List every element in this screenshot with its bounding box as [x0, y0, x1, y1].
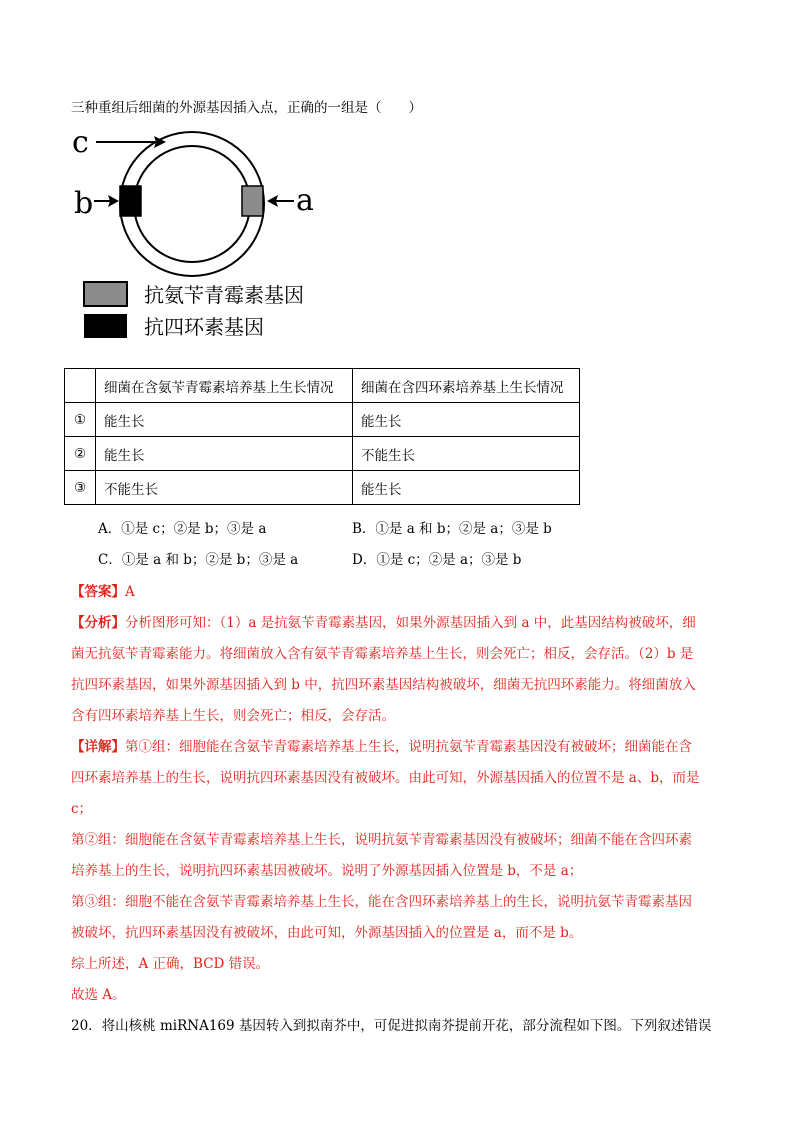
label-c: c	[72, 128, 89, 160]
legend-ampicillin-text: 抗氨苄青霉素基因	[144, 283, 304, 307]
analysis-line: 抗四环素基因，如果外源基因插入到 b 中，抗四环素基因结构被破坏，细菌无抗四环素能力。将细菌放入	[71, 677, 696, 693]
detail-line: 培养基上的生长，说明抗四环素基因被破坏。说明了外源基因插入位置是 b，不是 a；	[71, 863, 583, 879]
detail-line	[71, 737, 692, 757]
option-b: B．①是 a 和 b；②是 a；③是 b	[352, 521, 552, 537]
plasmid-diagram	[70, 128, 360, 348]
table-row	[65, 403, 580, 437]
table-header-cell	[65, 369, 96, 403]
detail-tag: 【详解】	[71, 739, 125, 755]
table-row	[65, 437, 580, 471]
answer-line	[71, 582, 135, 602]
plasmid-inner-ring	[134, 146, 250, 262]
table-cell: 能生长	[96, 403, 353, 437]
detail-line: 综上所述，A 正确，BCD 错误。	[71, 956, 270, 972]
analysis-line: 含有四环素培养基上生长，则会死亡；相反，会存活。	[71, 708, 395, 724]
table-cell: ③	[65, 471, 96, 505]
tetracycline-gene-block	[120, 186, 141, 216]
analysis-tag: 【分析】	[71, 615, 125, 631]
detail-line: 第②组：细胞能在含氨苄青霉素培养基上生长，说明抗氨苄青霉素基因没有被破坏；细菌不能在含四环素	[71, 832, 692, 848]
detail-line: 四环素培养基上的生长，说明抗四环素基因没有被破坏。由此可知，外源基因插入的位置不是 a、b，而是	[71, 770, 700, 786]
analysis-text: 分析图形可知：（1）a 是抗氨苄青霉素基因，如果外源基因插入到 a 中，此基因结构被破坏，细	[125, 615, 696, 631]
analysis-line	[71, 613, 696, 633]
table-cell: 能生长	[353, 471, 580, 505]
detail-line: 故选 A。	[71, 987, 126, 1003]
question-intro: 三种重组后细菌的外源基因插入点，正确的一组是（ ）	[71, 100, 422, 116]
label-a: a	[296, 183, 314, 218]
table-cell: 能生长	[353, 403, 580, 437]
option-a: A．①是 c；②是 b；③是 a	[98, 521, 267, 537]
answer-tag: 【答案】	[71, 584, 125, 600]
table-cell: 不能生长	[96, 471, 353, 505]
table-header-row	[65, 369, 580, 403]
ampicillin-gene-block	[242, 186, 263, 216]
table-header-cell: 细菌在含氨苄青霉素培养基上生长情况	[96, 369, 353, 403]
table-cell: 不能生长	[353, 437, 580, 471]
detail-line: c；	[71, 801, 93, 817]
legend-ampicillin-swatch	[84, 282, 127, 306]
answer-text: A	[125, 584, 135, 600]
table-cell: ①	[65, 403, 96, 437]
detail-line: 第③组：细胞不能在含氨苄青霉素培养基上生长，能在含四环素培养基上的生长，说明抗氨苄青霉素基因	[71, 894, 692, 910]
next-question: 20．将山核桃 miRNA169 基因转入到拟南芥中，可促进拟南芥提前开花，部分流程如下图。下列叙述错误	[71, 1018, 712, 1034]
table-cell: 能生长	[96, 437, 353, 471]
option-c: C．①是 a 和 b；②是 b；③是 a	[98, 552, 299, 568]
growth-table	[64, 368, 580, 505]
table-header-cell: 细菌在含四环素培养基上生长情况	[353, 369, 580, 403]
table-cell: ②	[65, 437, 96, 471]
option-d: D．①是 c；②是 a；③是 b	[352, 552, 522, 568]
detail-line: 被破坏，抗四环素基因没有被破坏，由此可知，外源基因插入的位置是 a，而不是 b。	[71, 925, 583, 941]
table-row	[65, 471, 580, 505]
analysis-line: 菌无抗氨苄青霉素能力。将细菌放入含有氨苄青霉素培养基上生长，则会死亡；相反，会存活。（2）b 是	[71, 646, 694, 662]
legend-tetracycline-text: 抗四环素基因	[144, 315, 264, 339]
detail-text: 第①组：细胞能在含氨苄青霉素培养基上生长，说明抗氨苄青霉素基因没有被破坏；细菌能在含	[125, 739, 692, 755]
legend-tetracycline-swatch	[84, 314, 127, 338]
label-b: b	[74, 186, 94, 221]
